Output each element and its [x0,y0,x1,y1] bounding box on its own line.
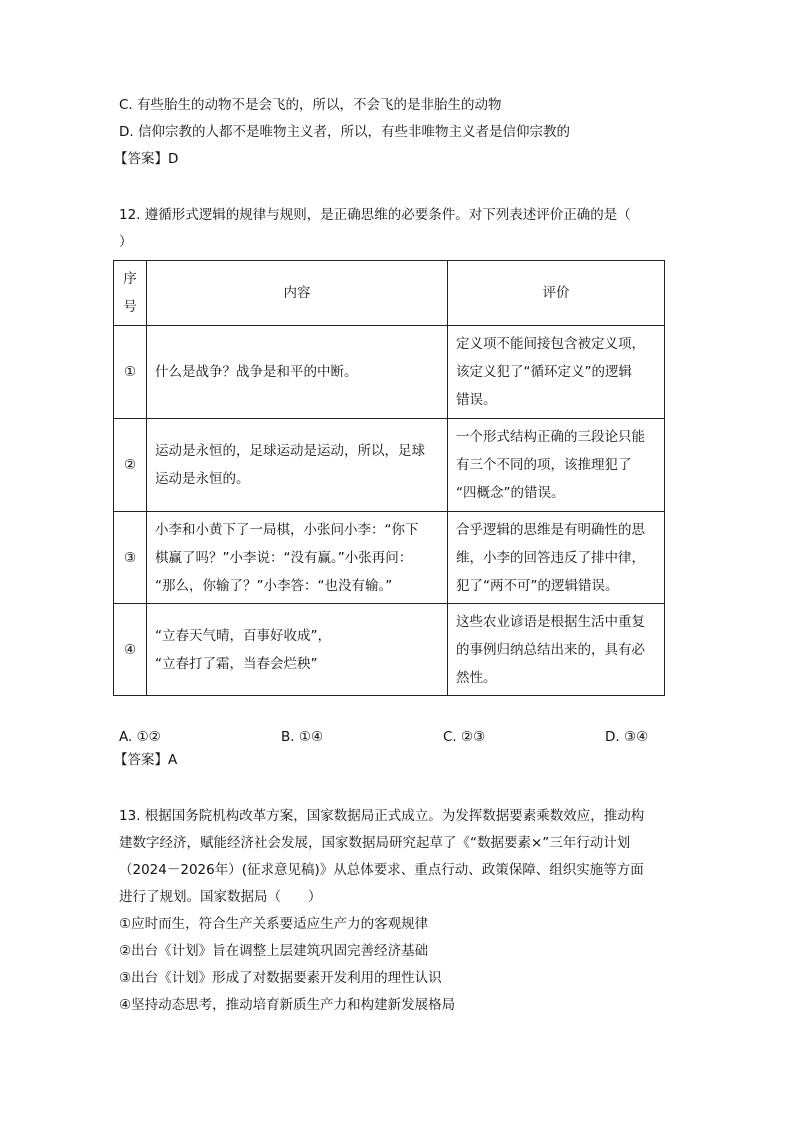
row-num: ④ [114,604,147,696]
table-row [114,326,665,419]
row-num: ① [114,326,147,419]
row-content [147,326,448,419]
content-line: 运动是永恒的，足球运动是运动，所以，足球 [155,443,425,459]
content-line: “立春天气晴，百事好收成”， [155,627,331,644]
content-line: 什么是战争？战争是和平的中断。 [155,364,358,380]
q13-stem-line: （2024－2026年）(征求意见稿)》从总体要求、重点行动、政策保障、组织实施等方面 [119,862,644,878]
table-row [114,419,665,512]
content-line: “立春打了霜，当春会烂秧” [155,655,318,672]
row-content [147,419,448,512]
q13-statement: ①应时而生，符合生产关系要适应生产力的客观规律 [119,916,429,932]
header-num [114,261,147,326]
header-num-2: 号 [123,299,137,315]
q13-stem-line: 建数字经济，赋能经济社会发展，国家数据局研究起草了《“数据要素×”三年行动计划 [119,835,631,851]
eval-line: 然性。 [456,669,497,686]
evaluation-table [113,260,665,696]
table-row [114,512,665,604]
row-content [147,512,448,604]
q13-statement: ④坚持动态思考，推动培育新质生产力和构建新发展格局 [119,997,456,1013]
eval-line: 错误。 [456,392,497,408]
q12-option-c: C. ②③ [443,729,486,745]
table-header-row [114,261,665,326]
row-evaluation [448,419,665,512]
row-evaluation [448,512,665,604]
content-line: “那么，你输了？”小李答：“也没有输。” [155,577,393,594]
eval-line: 犯了“两不可”的逻辑错误。 [456,577,619,594]
eval-line: 该定义犯了“循环定义”的逻辑 [456,364,632,380]
q12-answer: 【答案】A [114,752,178,768]
eval-line: 的事例归纳总结出来的，具有必 [456,641,645,658]
q12-option-a: A. ①② [119,729,161,745]
q12-option-b: B. ①④ [281,729,324,745]
row-evaluation [448,326,665,419]
row-num: ② [114,419,147,512]
eval-line: 维，小李的回答违反了排中律， [456,549,645,566]
q13-stem-line: 13. 根据国务院机构改革方案，国家数据局正式成立。为发挥数据要素乘数效应，推动构 [119,808,645,824]
eval-line: 有三个不同的项，该推理犯了 [456,457,632,473]
q11-answer: 【答案】D [114,151,179,167]
header-num-1: 序 [123,271,137,287]
q12-stem-line1: 12. 遵循形式逻辑的规律与规则，是正确思维的必要条件。对下列表述评价正确的是（ [119,207,631,223]
table-row [114,604,665,696]
q12-option-d: D. ③④ [605,729,649,745]
eval-line: 合乎逻辑的思维是有明确性的思 [456,521,645,538]
eval-line: 一个形式结构正确的三段论只能 [456,429,645,445]
row-evaluation [448,604,665,696]
content-line: 棋赢了吗？”小李说：“没有赢。”小张再问： [155,549,413,566]
q11-option-c: C. 有些胎生的动物不是会飞的，所以，不会飞的是非胎生的动物 [119,97,502,113]
eval-line: 这些农业谚语是根据生活中重复 [456,613,645,630]
q13-statement: ③出台《计划》形成了对数据要素开发利用的理性认识 [119,970,442,986]
header-evaluation: 评价 [448,261,665,326]
content-line: 运动是永恒的。 [155,471,250,487]
row-content [147,604,448,696]
q11-option-d: D. 信仰宗教的人都不是唯物主义者，所以，有些非唯物主义者是信仰宗教的 [119,124,570,140]
content-line: 小李和小黄下了一局棋，小张问小李：“你下 [155,521,419,538]
q13-statement: ②出台《计划》旨在调整上层建筑巩固完善经济基础 [119,943,429,959]
q13-stem-line: 进行了规划。国家数据局（ ） [119,889,322,905]
eval-line: “四概念”的错误。 [456,485,565,501]
header-content: 内容 [147,261,448,326]
eval-line: 定义项不能间接包含被定义项， [456,336,645,352]
q12-stem-line2: ） [119,234,133,250]
row-num: ③ [114,512,147,604]
